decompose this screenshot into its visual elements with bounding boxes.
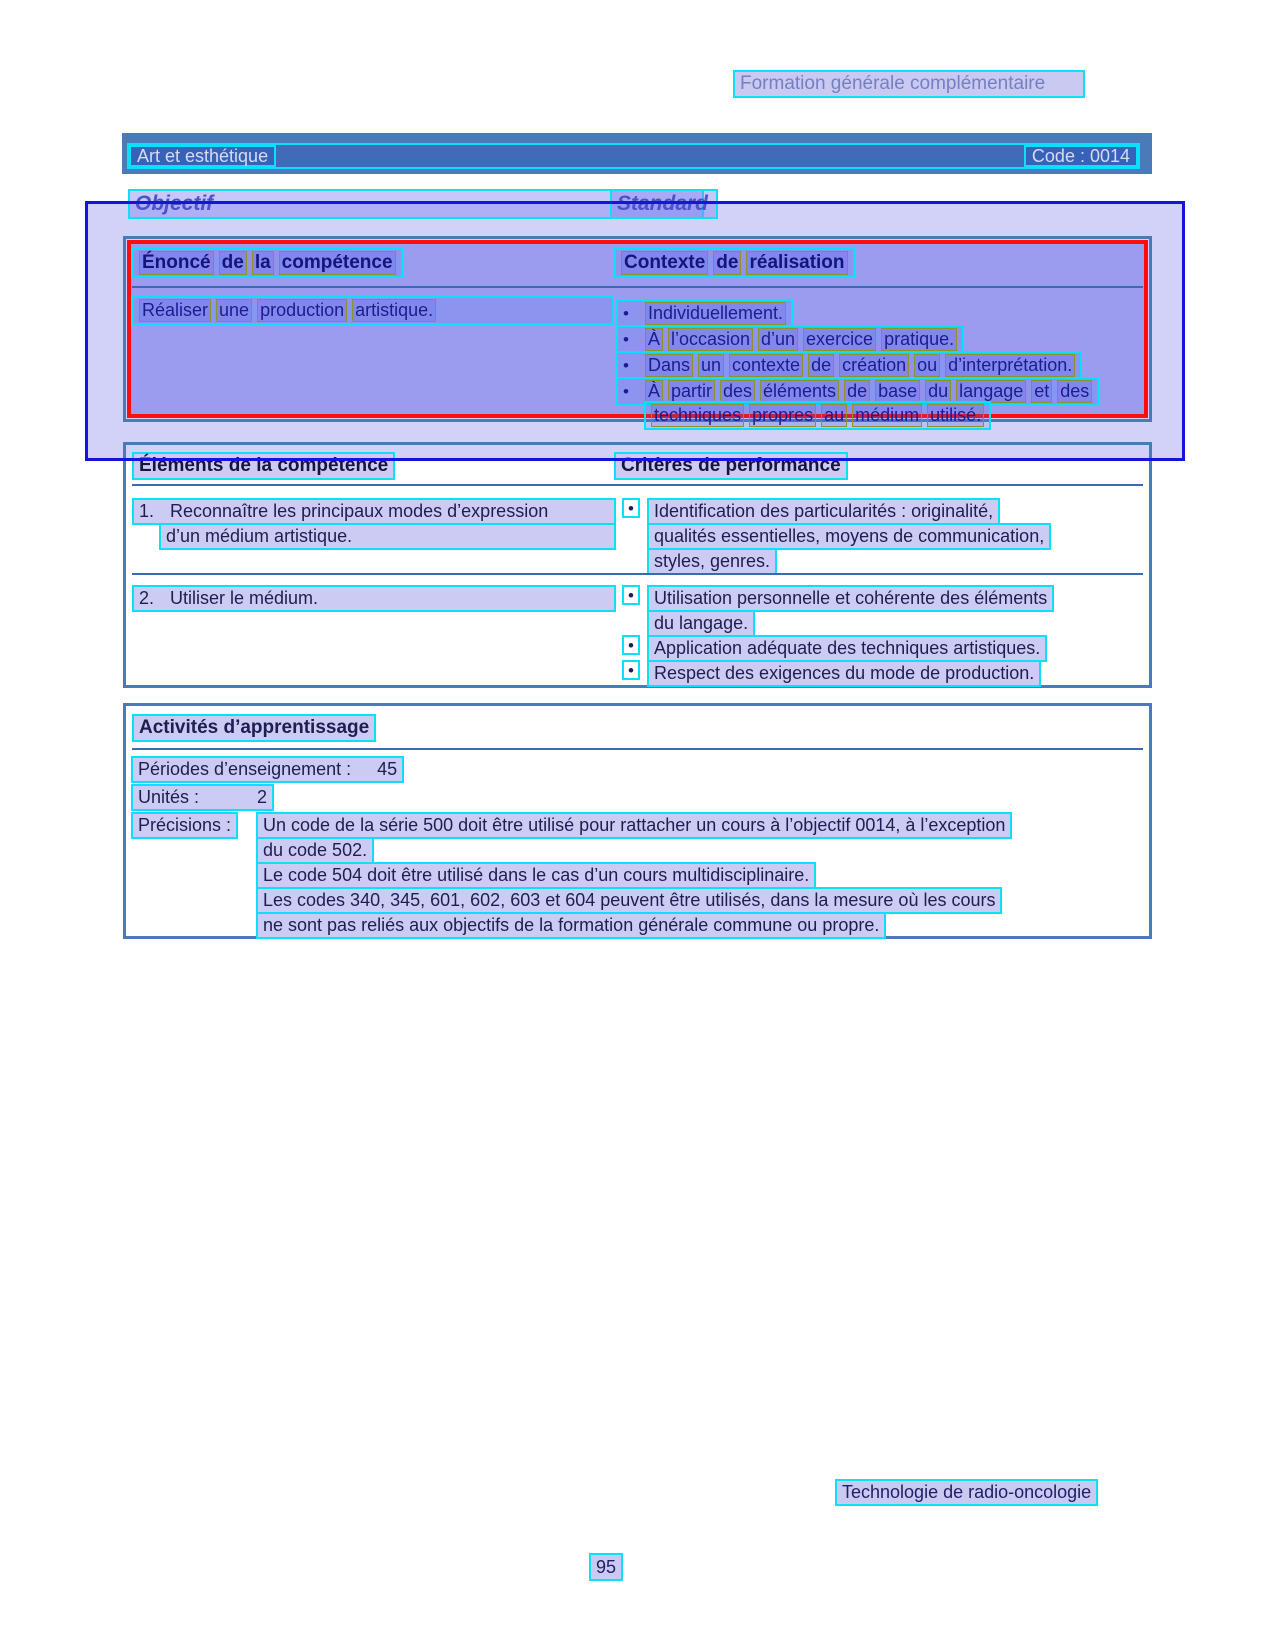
context-bullet-4-continuation: techniques propres au médium utilisé. xyxy=(644,401,991,430)
elements-header-left: Éléments de la compétence xyxy=(132,452,395,480)
competency-header-right: Contexte de réalisation xyxy=(614,248,855,278)
units-row xyxy=(131,784,274,811)
elements-header-divider xyxy=(132,484,1143,486)
footer-program-label xyxy=(835,1479,1098,1506)
bullet-icon: • xyxy=(628,660,634,680)
bullet-icon: • xyxy=(623,330,629,349)
periods-value: 45 xyxy=(377,759,398,779)
program-type-text: Formation générale complémentaire xyxy=(740,73,1046,94)
footer-program-text: Technologie de radio-oncologie xyxy=(842,1482,1092,1502)
criterion-bullet xyxy=(622,585,640,605)
context-bullet-4-text: À partir des éléments de base du langage et des xyxy=(645,380,1092,403)
bullet-icon: • xyxy=(628,635,634,655)
precisions-line-3: Le code 504 doit être utilisé dans le cas d’un cours multidisciplinaire. xyxy=(256,862,816,889)
units-value: 2 xyxy=(257,787,268,807)
page-number xyxy=(589,1553,623,1581)
program-type-label xyxy=(733,70,1085,98)
element-2-number: 2. xyxy=(139,588,155,608)
elements-table xyxy=(123,442,1152,688)
section-code: Code : 0014 xyxy=(1024,145,1138,167)
activities-panel xyxy=(123,703,1152,939)
precisions-label: Précisions : xyxy=(131,812,238,839)
page-number-text: 95 xyxy=(596,1556,617,1577)
context-bullet-2-text: À l’occasion d’un exercice pratique. xyxy=(645,328,957,351)
criterion-2-line-2: du langage. xyxy=(647,610,755,637)
elements-header-right: Critères de performance xyxy=(614,452,848,480)
criterion-2-line-1: Utilisation personnelle et cohérente des éléments xyxy=(647,585,1054,612)
criterion-4: Respect des exigences du mode de production. xyxy=(647,660,1041,687)
activities-divider xyxy=(132,748,1143,750)
context-bullet-3-text: Dans un contexte de création ou d’interprétation. xyxy=(645,354,1075,377)
competency-header-left: Énoncé de la compétence xyxy=(132,248,403,278)
objective-annotation-region-border xyxy=(85,201,1185,461)
elements-row-divider xyxy=(132,573,1143,575)
element-1-number: 1. xyxy=(139,501,155,521)
units-label: Unités : xyxy=(138,787,200,807)
criterion-bullet xyxy=(622,660,640,680)
section-title-bar xyxy=(122,133,1152,174)
bullet-icon: • xyxy=(628,585,634,605)
element-2-line-1 xyxy=(132,585,616,612)
objective-heading-text: Objectif xyxy=(135,192,214,215)
criterion-1-line-1: Identification des particularités : originalité, xyxy=(647,498,1000,525)
bullet-icon: • xyxy=(623,382,629,401)
activities-title: Activités d’apprentissage xyxy=(132,714,376,742)
precisions-line-2: du code 502. xyxy=(256,837,374,864)
periods-label: Périodes d’enseignement : xyxy=(138,759,352,779)
criterion-bullet xyxy=(622,498,640,518)
context-bullet-1-text: Individuellement. xyxy=(645,302,786,325)
criterion-3: Application adéquate des techniques artistiques. xyxy=(647,635,1047,662)
competency-statement: Réaliser une production artistique. xyxy=(132,296,614,325)
periods-row xyxy=(131,756,404,783)
precisions-line-1: Un code de la série 500 doit être utilisé pour rattacher un cours à l’objectif 0014, à l’exception xyxy=(256,812,1012,839)
element-1-line-1 xyxy=(132,498,616,525)
standard-heading-text: Standard xyxy=(617,192,709,215)
criterion-bullet xyxy=(622,635,640,655)
section-title: Art et esthétique xyxy=(129,145,276,167)
element-1-text: Reconnaître les principaux modes d’expression xyxy=(170,501,549,521)
element-2-text: Utiliser le médium. xyxy=(170,588,319,608)
precisions-line-5: ne sont pas reliés aux objectifs de la formation générale commune ou propre. xyxy=(256,912,886,939)
title-bar-highlight xyxy=(127,143,1140,169)
element-1-line-2: d’un médium artistique. xyxy=(159,523,616,550)
bullet-icon: • xyxy=(623,356,629,375)
criterion-1-line-3: styles, genres. xyxy=(647,548,777,575)
criterion-1-line-2: qualités essentielles, moyens de communication, xyxy=(647,523,1051,550)
precisions-line-4: Les codes 340, 345, 601, 602, 603 et 604 peuvent être utilisés, dans la mesure où les cours xyxy=(256,887,1002,914)
bullet-icon: • xyxy=(628,498,634,518)
bullet-icon: • xyxy=(623,304,629,323)
